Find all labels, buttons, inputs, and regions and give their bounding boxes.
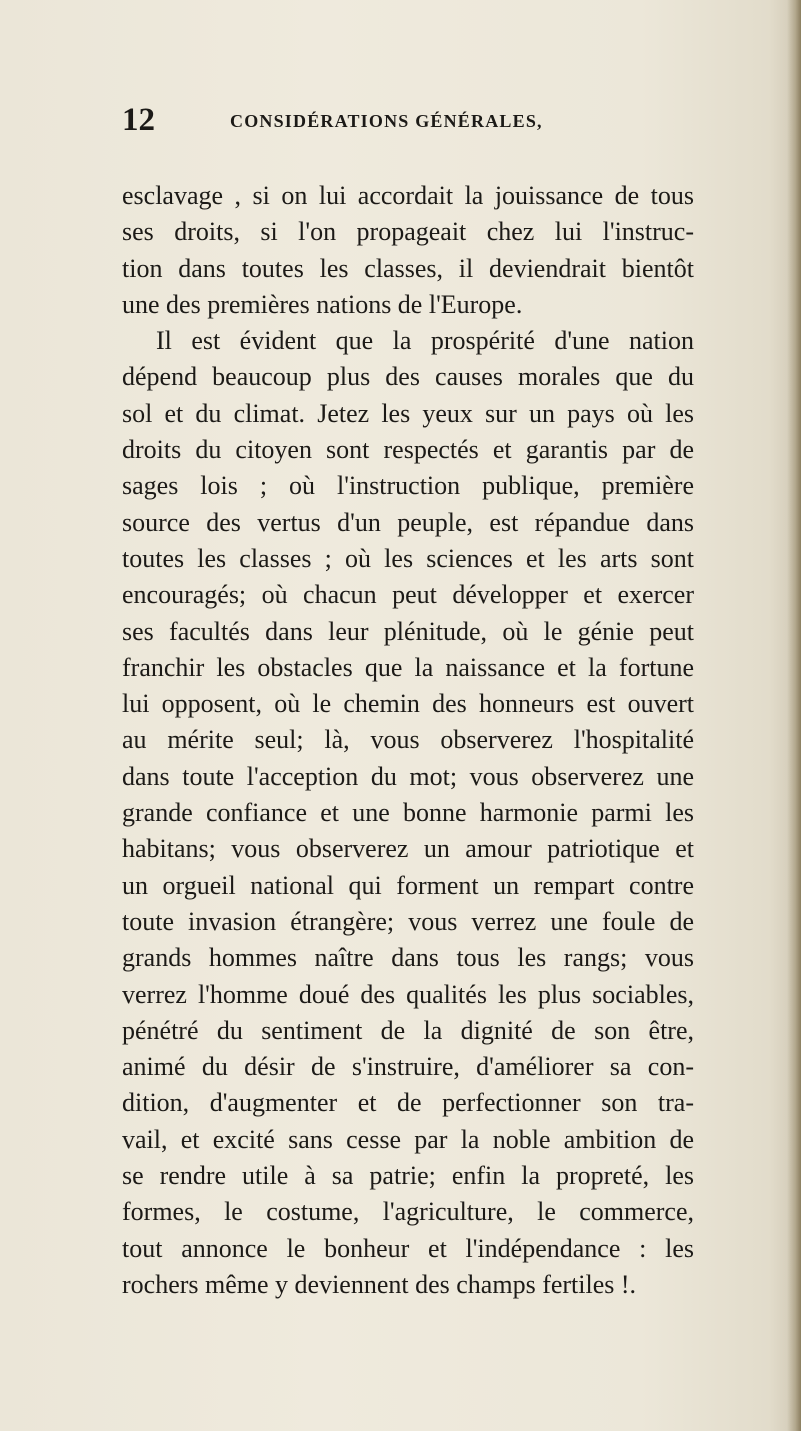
text-line: grands hommes naître dans tous les rangs; vous — [122, 943, 694, 973]
text-line: ses facultés dans leur plénitude, où le génie peut — [122, 616, 694, 646]
text-line: formes, le costume, l'agriculture, le commerce, — [122, 1197, 694, 1227]
text-line: rochers même y deviennent des champs fertiles !. — [122, 1269, 637, 1299]
text-line: droits du citoyen sont respectés et garantis par de — [122, 435, 694, 465]
text-line: habitans; vous observerez un amour patriotique et — [122, 834, 694, 864]
page-number: 12 — [122, 102, 155, 138]
text-line: Il est évident que la prospérité d'une nation — [156, 326, 694, 356]
text-line: verrez l'homme doué des qualités les plus sociables, — [122, 979, 694, 1009]
text-line: sol et du climat. Jetez les yeux sur un pays où les — [122, 398, 694, 428]
text-line: dépend beaucoup plus des causes morales que du — [122, 362, 694, 392]
text-line: au mérite seul; là, vous observerez l'hospitalité — [122, 725, 694, 755]
text-line: ses droits, si l'on propageait chez lui l'instruc- — [122, 217, 694, 247]
text-line: source des vertus d'un peuple, est répandue dans — [122, 507, 694, 537]
text-line: un orgueil national qui forment un rempart contre — [122, 870, 694, 900]
text-line: pénétré du sentiment de la dignité de son être, — [122, 1015, 694, 1045]
text-line: dition, d'augmenter et de perfectionner son tra- — [122, 1088, 694, 1118]
text-line: grande confiance et une bonne harmonie parmi les — [122, 798, 694, 828]
text-line: une des premières nations de l'Europe. — [122, 289, 523, 319]
text-line: lui opposent, où le chemin des honneurs est ouvert — [122, 689, 694, 719]
text-line: franchir les obstacles que la naissance et la fortune — [122, 652, 694, 682]
text-line: toutes les classes ; où les sciences et les arts sont — [122, 543, 694, 573]
text-line: sages lois ; où l'instruction publique, première — [122, 471, 694, 501]
text-line: tout annonce le bonheur et l'indépendance : les — [122, 1233, 694, 1263]
page-header — [122, 100, 682, 140]
text-line: animé du désir de s'instruire, d'améliorer sa con- — [122, 1052, 694, 1082]
text-line: tion dans toutes les classes, il deviendrait bientôt — [122, 253, 694, 283]
page-edge-shadow — [787, 0, 801, 1431]
text-line: toute invasion étrangère; vous verrez une foule de — [122, 906, 694, 936]
text-line: vail, et excité sans cesse par la noble ambition de — [122, 1124, 694, 1154]
text-line: se rendre utile à sa patrie; enfin la propreté, les — [122, 1161, 694, 1191]
body-text — [122, 178, 694, 1303]
text-line: esclavage , si on lui accordait la jouissance de tous — [122, 181, 694, 210]
text-line: dans toute l'acception du mot; vous observerez une — [122, 761, 694, 791]
running-head: CONSIDÉRATIONS GÉNÉRALES, — [230, 111, 543, 131]
text-line: encouragés; où chacun peut développer et exercer — [122, 580, 694, 610]
